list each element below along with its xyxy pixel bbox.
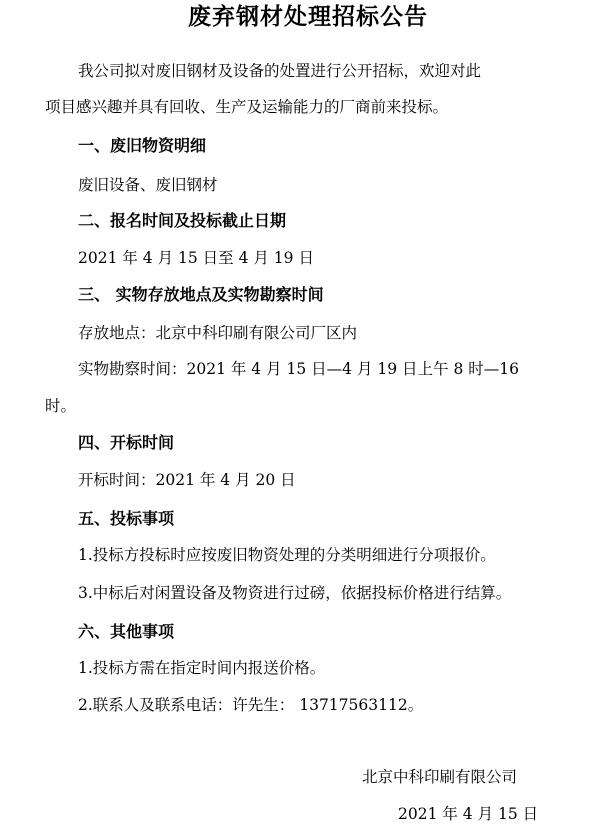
other-matter-2-contact: 2.联系人及联系电话：许先生： 13717563112。 (78, 696, 424, 714)
signature-company: 北京中科印刷有限公司 (362, 768, 518, 786)
registration-period: 2021 年 4 月 15 日至 4 月 19 日 (78, 249, 314, 267)
storage-location: 存放地点：北京中科印刷有限公司厂区内 (78, 324, 358, 342)
section-heading-materials: 一、废旧物资明细 (78, 136, 207, 155)
materials-detail: 废旧设备、废旧钢材 (78, 176, 218, 194)
section-heading-registration: 二、报名时间及投标截止日期 (78, 211, 287, 230)
document-title: 废弃钢材处理招标公告 (188, 3, 428, 30)
bid-opening-time: 开标时间：2021 年 4 月 20 日 (78, 471, 296, 489)
bidding-matter-3: 3.中标后对闲置设备及物资进行过磅，依据投标价格进行结算。 (78, 584, 512, 602)
section-heading-other-matters: 六、其他事项 (78, 622, 175, 641)
section-heading-bid-opening: 四、开标时间 (78, 433, 175, 452)
inspection-time-continued: 时。 (45, 397, 77, 415)
section-heading-location: 三、 实物存放地点及实物勘察时间 (78, 285, 324, 304)
intro-line-2: 项目感兴趣并具有回收、生产及运输能力的厂商前来投标。 (45, 98, 449, 116)
section-heading-bidding-matters: 五、投标事项 (78, 509, 175, 528)
inspection-time: 实物勘察时间：2021 年 4 月 15 日—4 月 19 日上午 8 时—16 (78, 360, 519, 378)
intro-line-1: 我公司拟对废旧钢材及设备的处置进行公开招标，欢迎对此 (78, 62, 482, 80)
signature-date: 2021 年 4 月 15 日 (398, 805, 539, 823)
bidding-matter-1: 1.投标方投标时应按废旧物资处理的分类明细进行分项报价。 (78, 546, 496, 564)
other-matter-1: 1.投标方需在指定时间内报送价格。 (78, 659, 326, 677)
